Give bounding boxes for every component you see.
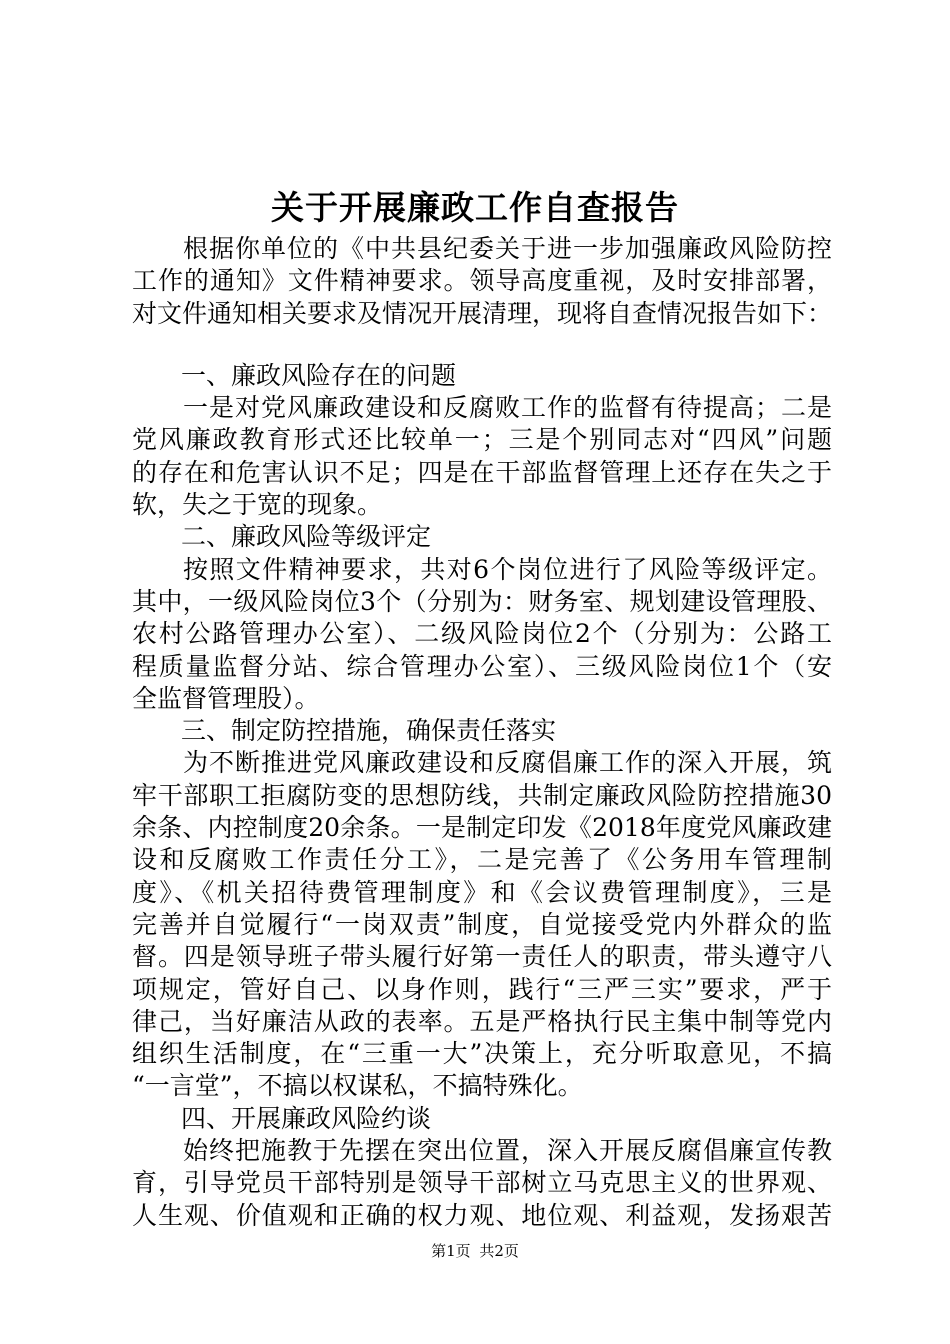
section-3-line: 督。四是领导班子带头履行好第一责任人的职责，带头遵守八 (132, 942, 832, 972)
section-heading-2: 二、廉政风险等级评定 (181, 522, 432, 552)
section-2-line: 全监督管理股）。 (132, 683, 320, 713)
section-2-line: 其中，一级风险岗位3个（分别为：财务室、规划建设管理股、 (132, 586, 832, 616)
section-3-line: 为不断推进党风廉政建设和反腐倡廉工作的深入开展，筑 (183, 748, 832, 778)
section-1-line: 软，失之于宽的现象。 (132, 490, 383, 520)
section-3-line: 项规定，管好自己、以身作则，践行“三严三实”要求，严于 (132, 974, 832, 1004)
section-heading-4: 四、开展廉政风险约谈 (181, 1103, 432, 1133)
section-heading-3: 三、制定防控措施，确保责任落实 (181, 716, 557, 746)
section-2-line: 程质量监督分站、综合管理办公室）、三级风险岗位1个（安 (132, 651, 832, 681)
section-3-line: 度》、《机关招待费管理制度》和《会议费管理制度》，三是 (132, 877, 832, 907)
section-3-line: 组织生活制度，在“三重一大”决策上，充分听取意见，不搞 (132, 1039, 832, 1069)
paragraph-intro-line: 工作的通知》文件精神要求。领导高度重视，及时安排部署， (132, 266, 832, 296)
page-footer: 第1页 共2页 (431, 1242, 519, 1260)
section-3-line: 完善并自觉履行“一岗双责”制度，自觉接受党内外群众的监 (132, 909, 832, 939)
section-3-line: 设和反腐败工作责任分工》，二是完善了《公务用车管理制 (132, 845, 832, 875)
section-heading-1: 一、廉政风险存在的问题 (181, 360, 457, 390)
document-title: 关于开展廉政工作自查报告 (271, 188, 679, 227)
section-4-line: 始终把施教于先摆在突出位置，深入开展反腐倡廉宣传教 (183, 1136, 832, 1166)
section-4-line: 育，引导党员干部特别是领导干部树立马克思主义的世界观、 (132, 1168, 832, 1198)
section-2-line: 农村公路管理办公室）、二级风险岗位2个（分别为：公路工 (132, 619, 832, 649)
blank-line (132, 330, 832, 360)
section-3-line: 律己，当好廉洁从政的表率。五是严格执行民主集中制等党内 (132, 1006, 832, 1036)
section-4-line: 人生观、价值观和正确的权力观、地位观、利益观，发扬艰苦 (132, 1200, 832, 1230)
section-3-line: “一言堂”，不搞以权谋私，不搞特殊化。 (132, 1071, 583, 1101)
section-3-line: 余条、内控制度20余条。一是制定印发《2018年度党风廉政建 (132, 813, 832, 843)
paragraph-intro-line: 根据你单位的《中共县纪委关于进一步加强廉政风险防控 (183, 234, 832, 263)
paragraph-intro-line: 对文件通知相关要求及情况开展清理，现将自查情况报告如下： (132, 298, 833, 328)
section-2-line: 按照文件精神要求，共对6个岗位进行了风险等级评定。 (183, 554, 832, 584)
section-1-line: 一是对党风廉政建设和反腐败工作的监督有待提高；二是 (183, 393, 832, 423)
section-1-line: 党风廉政教育形式还比较单一；三是个别同志对“四风”问题 (132, 425, 832, 455)
document-body (132, 233, 832, 1232)
section-1-line: 的存在和危害认识不足；四是在干部监督管理上还存在失之于 (132, 457, 832, 487)
section-3-line: 牢干部职工拒腐防变的思想防线，共制定廉政风险防控措施30 (132, 780, 832, 810)
